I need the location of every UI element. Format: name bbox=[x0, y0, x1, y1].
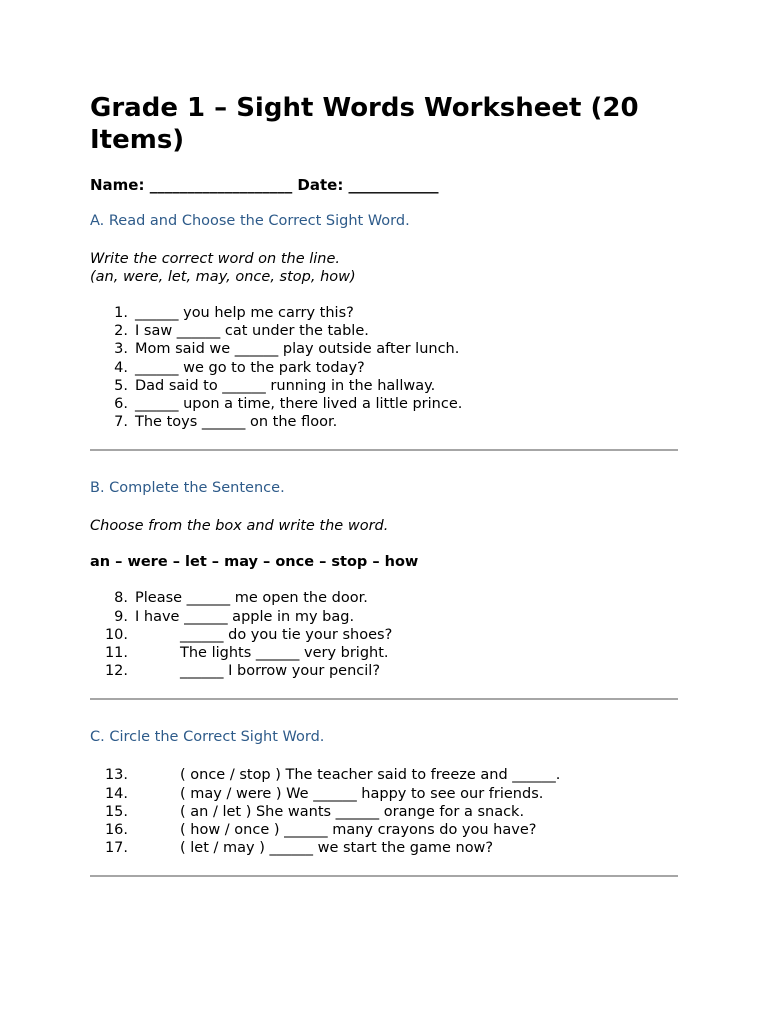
list-item bbox=[90, 304, 678, 322]
section-divider bbox=[90, 449, 678, 451]
item-number: 17. bbox=[104, 840, 128, 857]
item-text: Please ______ me open the door. bbox=[135, 590, 368, 607]
section-a bbox=[90, 212, 678, 431]
section-a-word-list: (an, were, let, may, once, stop, how) bbox=[90, 269, 356, 285]
list-item bbox=[90, 803, 678, 821]
list-item bbox=[90, 766, 678, 784]
item-text: ( how / once ) ______ many crayons do you have? bbox=[180, 822, 537, 839]
item-number: 6. bbox=[114, 396, 128, 413]
item-number: 1. bbox=[114, 305, 128, 321]
section-b-list bbox=[90, 589, 678, 680]
item-text: ______ you help me carry this? bbox=[135, 305, 354, 321]
item-text: ______ we go to the park today? bbox=[135, 359, 365, 376]
section-b-heading: B. Complete the Sentence. bbox=[90, 480, 285, 497]
item-number: 10. bbox=[104, 626, 128, 643]
item-text: Dad said to ______ running in the hallway. bbox=[135, 377, 436, 394]
list-item bbox=[90, 821, 678, 839]
item-number: 9. bbox=[114, 608, 128, 625]
item-number: 12. bbox=[104, 663, 128, 680]
list-item bbox=[90, 626, 678, 644]
item-number: 4. bbox=[114, 359, 128, 376]
item-number: 8. bbox=[114, 590, 128, 607]
list-item bbox=[90, 608, 678, 626]
list-item bbox=[90, 413, 678, 431]
item-number: 7. bbox=[114, 414, 128, 431]
section-divider bbox=[90, 698, 678, 700]
section-b bbox=[90, 479, 678, 680]
item-number: 2. bbox=[114, 323, 128, 340]
item-text: The lights ______ very bright. bbox=[180, 645, 389, 662]
list-item bbox=[90, 785, 678, 803]
item-number: 13. bbox=[104, 767, 128, 784]
item-number: 5. bbox=[114, 377, 128, 394]
item-text: ( may / were ) We ______ happy to see our friends. bbox=[180, 785, 544, 802]
list-item bbox=[90, 644, 678, 662]
page-title: Grade 1 – Sight Words Worksheet (20 Items) bbox=[90, 93, 639, 155]
section-a-instruction: Write the correct word on the line. bbox=[90, 251, 341, 267]
item-text: I saw ______ cat under the table. bbox=[135, 323, 369, 340]
item-text: ______ do you tie your shoes? bbox=[180, 626, 393, 643]
list-item bbox=[90, 662, 678, 680]
list-item bbox=[90, 340, 678, 358]
section-c-list bbox=[90, 766, 678, 857]
item-number: 16. bbox=[104, 822, 128, 839]
item-text: ( once / stop ) The teacher said to freeze and ______. bbox=[180, 767, 561, 784]
list-item bbox=[90, 589, 678, 607]
item-number: 15. bbox=[104, 803, 128, 820]
word-box: an – were – let – may – once – stop – how bbox=[90, 554, 419, 571]
list-item bbox=[90, 839, 678, 857]
item-number: 3. bbox=[114, 341, 128, 358]
list-item bbox=[90, 322, 678, 340]
item-text: Mom said we ______ play outside after lunch. bbox=[135, 341, 460, 358]
section-a-heading: A. Read and Choose the Correct Sight Word. bbox=[90, 213, 410, 229]
item-text: ______ upon a time, there lived a little prince. bbox=[135, 396, 463, 413]
item-number: 11. bbox=[104, 645, 128, 662]
list-item bbox=[90, 395, 678, 413]
section-divider bbox=[90, 875, 678, 877]
section-a-list bbox=[90, 304, 678, 431]
item-text: ( let / may ) ______ we start the game now? bbox=[180, 840, 494, 857]
item-text: The toys ______ on the floor. bbox=[135, 414, 338, 431]
section-c bbox=[90, 728, 678, 857]
item-text: I have ______ apple in my bag. bbox=[135, 608, 355, 625]
worksheet-page bbox=[90, 92, 678, 877]
section-c-heading: C. Circle the Correct Sight Word. bbox=[90, 729, 325, 746]
list-item bbox=[90, 359, 678, 377]
section-b-instruction: Choose from the box and write the word. bbox=[90, 518, 389, 535]
item-number: 14. bbox=[104, 785, 128, 802]
item-text: ( an / let ) She wants ______ orange for a snack. bbox=[180, 803, 525, 820]
item-text: ______ I borrow your pencil? bbox=[180, 663, 381, 680]
list-item bbox=[90, 377, 678, 395]
name-date-line: Name: ___________________ Date: ____________ bbox=[90, 176, 439, 194]
